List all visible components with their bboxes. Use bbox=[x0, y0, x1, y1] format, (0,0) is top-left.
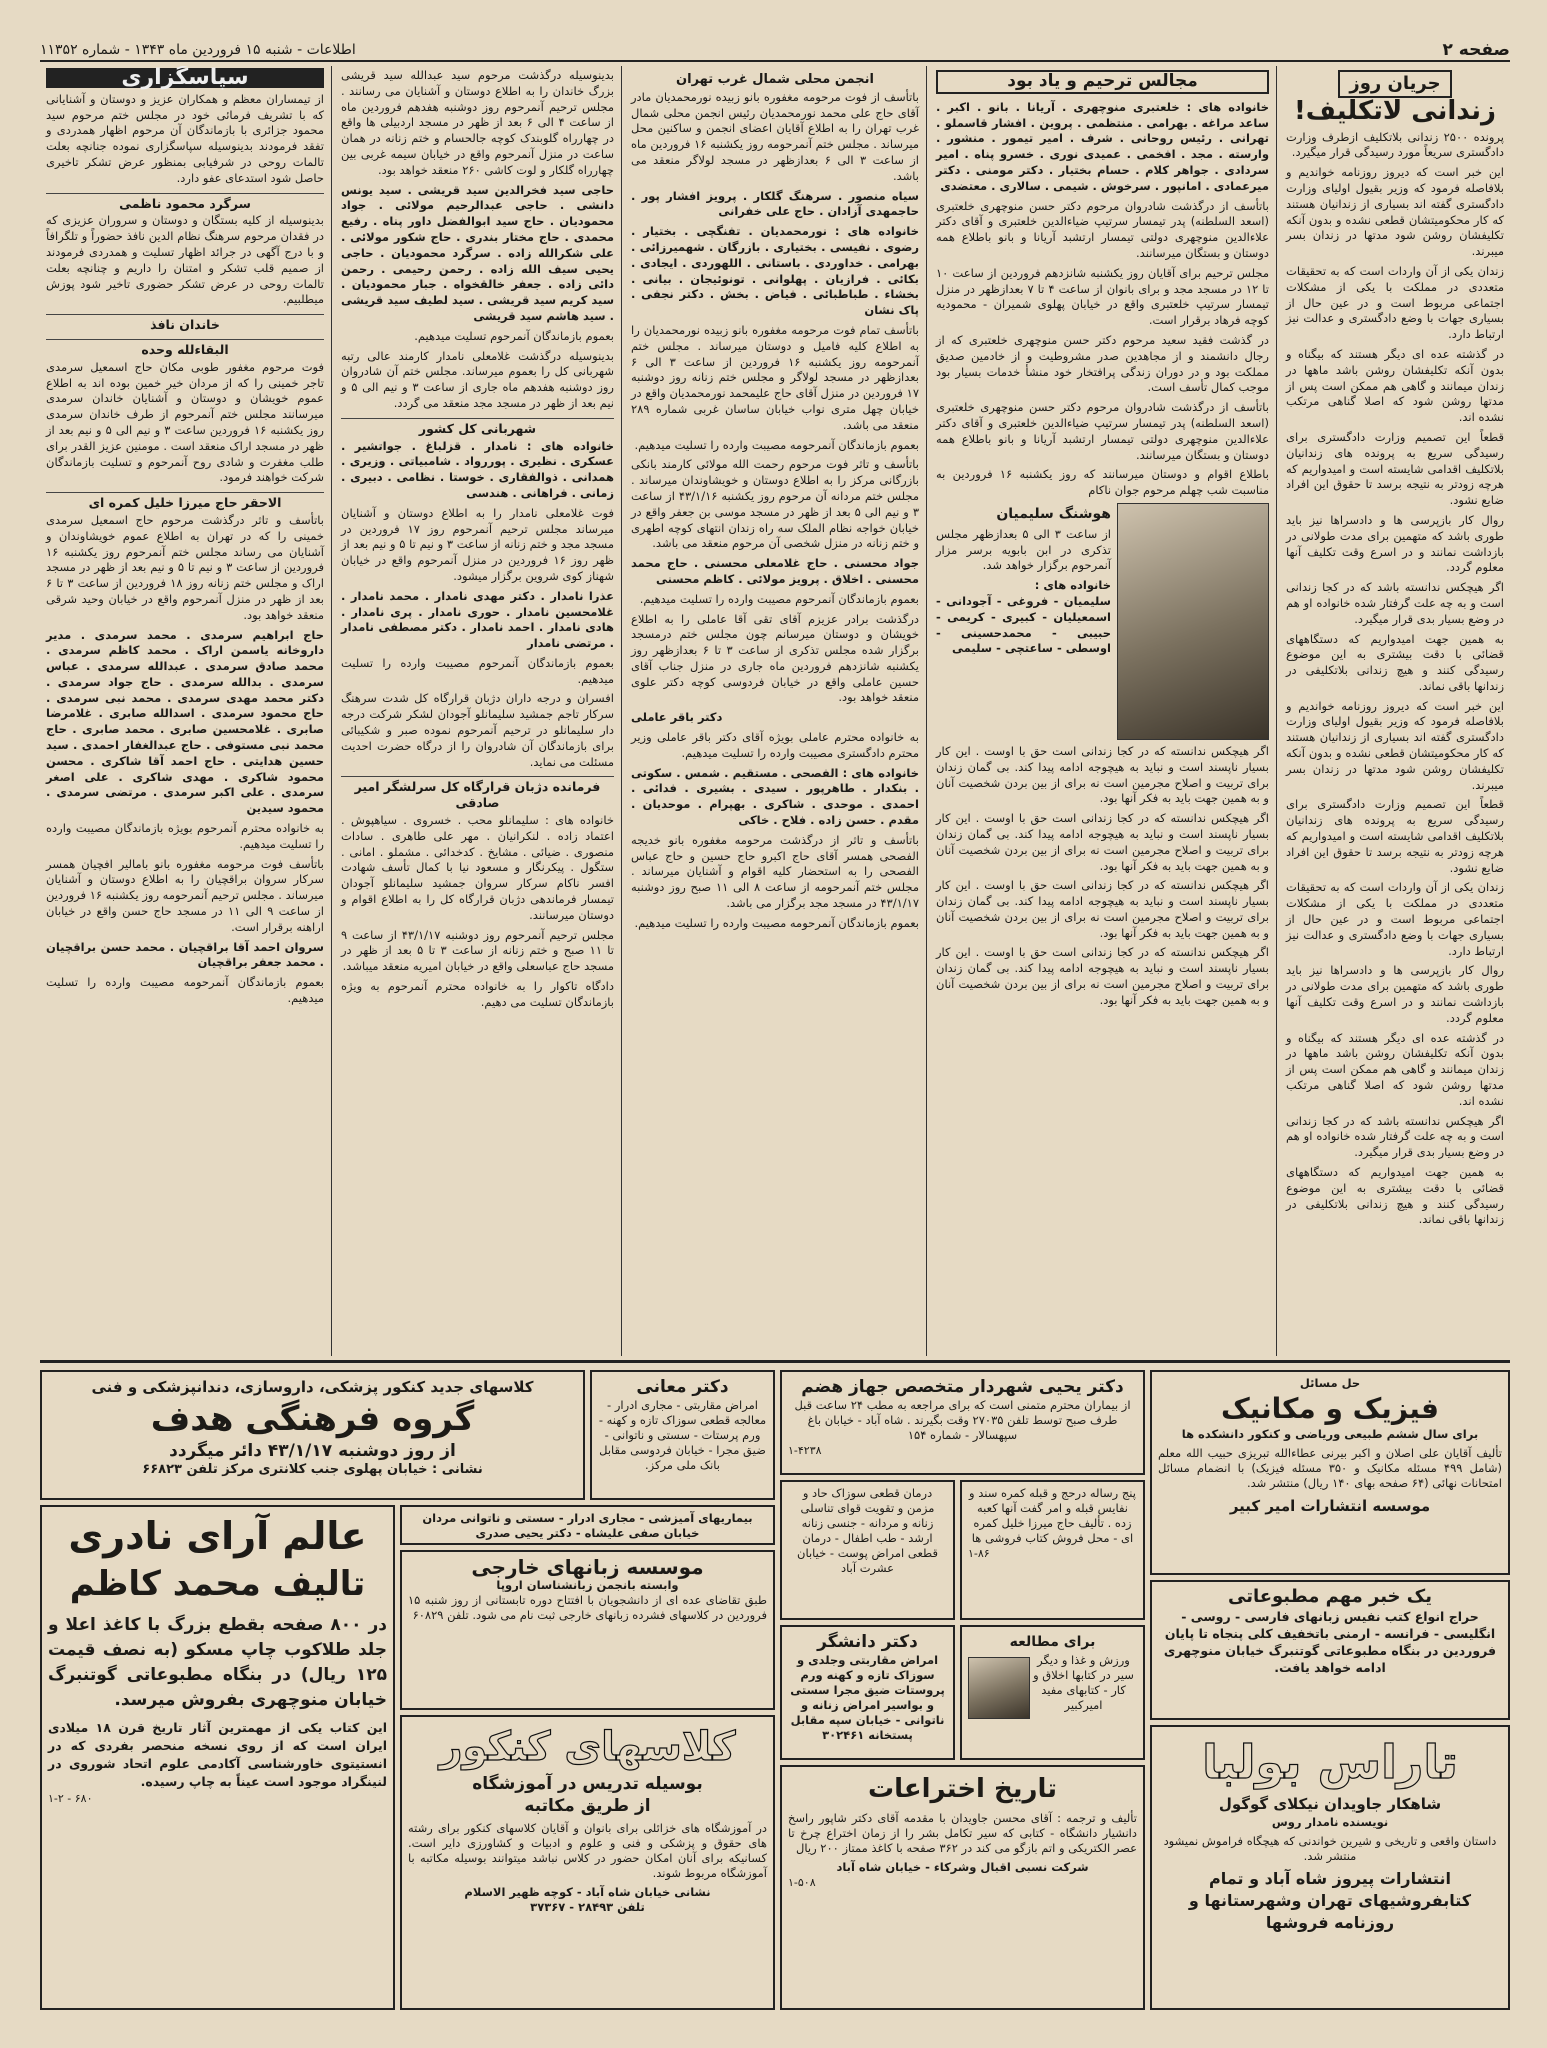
notice: دادگاه تاکوار را به خانواده محترم آنمرحوم به ویژه بازماندگان تسلیت می دهیم. bbox=[341, 979, 614, 1009]
ad-physics-title: فیزیک و مکانیک bbox=[1220, 1392, 1439, 1425]
jaryan-label: جریان روز bbox=[1338, 70, 1452, 98]
notice-names: عذرا نامدار . دکتر مهدی نامدار . محمد نامدار . غلامحسین نامدار . حوری نامدار . پری نامدار . هادی نامدار . احمد نامدار . دکتر مصطفی نامدار . مرتضی نامدار bbox=[341, 588, 614, 651]
ad-maani-title: دکتر معانی bbox=[636, 1377, 729, 1397]
notice-sign: سرگرد محمود ناظمی bbox=[46, 193, 324, 212]
portrait-text: از ساعت ۳ الی ۵ بعدازظهر مجلس تذکری در ابن بابویه برسر مزار آنمرحوم برگزار خواهد شد. bbox=[936, 526, 1111, 573]
ad-daneshgar-body: امراض مقاربتی وجلدی و سوزاک تازه و کهنه ورم پروستات ضیق مجرا سستی و بواسیر امراض زنانه و ناتوانی - خیابان سپه مقابل پستخانه ۳۰۲۴۶۱ bbox=[790, 1653, 945, 1742]
masthead-text: اطلاعات - شنبه ۱۵ فروردین ماه ۱۳۴۳ - شماره ۱۱۳۵۲ bbox=[40, 42, 356, 58]
ad-news bbox=[1150, 1580, 1510, 1720]
ad-konkur-addr: نشانی خیابان شاه آباد - کوچه ظهیر الاسلام bbox=[464, 1885, 711, 1899]
jaryan-para: در گذشته عده ای دیگر هستند که بیگناه و بدون آنکه تکلیفشان روشن باشد ماهها در زندان میمانند و گاهی هم ممکن است پس از مدتها روشن شود که اصلا گناهی مرتکب نشده اند. bbox=[1286, 1030, 1504, 1108]
ad-taras-bulba bbox=[1150, 1725, 1510, 2010]
ad-shahrdar bbox=[780, 1370, 1145, 1475]
notice: در گذشت فقید سعید مرحوم دکتر حسن منوچهری خلعتبری که از رجال دانشمند و از مجاهدین صدر مشروطیت و از خادمین صدیق مملکت بود و در دوران زندگی پرافتخار خود منشأ خدمات بسیار بود موجب کمال تأسف است. bbox=[936, 332, 1269, 395]
ad-konkur-body: در آموزشگاه های خزائلی برای بانوان و آقایان کلاسهای کنکور برای رشته های حقوق و پزشکی و فنی و علوم و ادبیات و کشاورزی دایر است. کسانیکه برای آنان امکان حضور در کلاس نباشد میتوانند بوسیله مکاتبه با آموزشگاه مربوط شوند. bbox=[408, 1821, 767, 1880]
jaryan-para: به همین جهت امیدواریم که دستگاههای قضائی با دقت بیشتری به این موضوع رسیدگی کنند و هیچ زندانی بلاتکلیفی در زندانها باقی نماند. bbox=[1286, 631, 1504, 693]
notice: افسران و درجه داران دژبان قرارگاه کل شدت سرهنگ سرکار تاجم جمشید سلیمانلو آجودان لشکر شرکت درجه دار سلیمانلو در ترحیم آنمرحوم نموده صبر و شکیبائی برای بازماندگان آن شادروان را از درگاه حضرت احدیت مسئلت می نماید. bbox=[341, 691, 614, 769]
notice: بعموم بازماندگان آنمرحومه مصیبت وارده را تسلیت میدهیم. bbox=[634, 437, 919, 452]
jaryan-para: قطعاً این تصمیم وزارت دادگستری برای رسیدگی سریع به پرونده های زندانیان بلاتکلیف اقدامی شایسته است و امیدواریم که هرچه زودتر به نتیجه برسد تا حقوق این افراد ضایع نشود. bbox=[1286, 797, 1504, 875]
notice-names: خانواده های : الفصحی . مستقیم . شمس . سکوتی . بنکدار . طاهرپور . سیدی . بشیری . فدائی . احمدی . موحدی . شاکری . بهپرام . موحدیان . مقدم . حسن زاده . فلاح . خاکی bbox=[631, 765, 919, 828]
notice: بعموم بازماندگان آنمرحوم مصیبت وارده را تسلیت میدهیم. bbox=[341, 655, 614, 686]
notice: باطلاع اقوام و دوستان میرسانند که روز یکشنبه ۱۶ فروردین به مناسبت شب چهلم مرحوم جوان ناکام bbox=[936, 467, 1269, 498]
anjoman-column bbox=[625, 66, 925, 1356]
ad-taras-pub: انتشارات پیروز شاه آباد و تمام کتابفروشیهای تهران وشهرستانها و روزنامه فروشها bbox=[1188, 1869, 1472, 1932]
majales-title: مجالس ترحیم و یاد بود bbox=[936, 70, 1269, 94]
notice: باتأسف از فوت مرحومه مغفوره بانو زبیده نورمحمدیان مادر آقای حاج علی محمد نورمحمدیان رئیس انجمن محلی شمال غرب تهران را به اطلاع آقایان اعضای انجمن و ساکنین محل میرساند . مجلس ختم آنمرحومه روز یکشنبه ۱۶ فروردین ماه از ساعت ۳ الی ۶ بعدازظهر در مسجد لولاگر منعقد می باشد. bbox=[631, 89, 919, 183]
ad-bimaran bbox=[400, 1505, 775, 1545]
ad-treatise-ref: ۱-۸۶ bbox=[968, 1547, 990, 1560]
notice: به خانواده محترم عاملی بویژه آقای دکتر باقر عاملی وزیر محترم دادگستری مصیبت وارده را تسلیت میدهیم. bbox=[631, 730, 919, 760]
notice: باتأسف تمام فوت مرحومه مغفوره بانو زبیده نورمحمدیان را به اطلاع کلیه فامیل و دوستان میرساند . مجلس ختم آنمرحومه روز یکشنبه ۱۶ فروردین از ساعت ۳ الی ۶ بعدازظهر در مسجد لولاگر و مجلس ختم زنانه روز دوشنبه ۱۷ فروردین در منزل آقای حاج علیمحمد نورمحمدیان واقع در خیابان چهل متری نواب خیابان ساسان غربی شماره ۲۸۹ منعقد می باشد. bbox=[631, 322, 919, 432]
ad-motalee-body: ورزش و غذا و دیگر سیر در کتابها اخلاق و کار - کتابهای مفید امیرکبیر bbox=[1033, 1653, 1134, 1712]
poem: اگر هیچکس ندانسته که در کجا زندانی است حق با اوست . این کار بسیار ناپسند است و نباید به هیچوجه ادامه پیدا کند. بی گمان زندان برای تربیت و اصلاح مجرمین است نه برای از بین بردن شخصیت آنان و به همین جهت باید به فکر آنها بود. bbox=[936, 945, 1269, 1007]
notice: بعموم بازماندگان آنمرحومه مصیبت وارده را تسلیت میدهیم. bbox=[46, 975, 324, 1006]
poem: اگر هیچکس ندانسته که در کجا زندانی است حق با اوست . این کار بسیار ناپسند است و نباید به هیچوجه ادامه پیدا کند. بی گمان زندان برای تربیت و اصلاح مجرمین است نه برای از بین بردن شخصیت آنان و به همین جهت باید به فکر آنها بود. bbox=[936, 811, 1269, 873]
ad-konkur-tel: تلفن ۲۸۴۹۳ - ۳۷۳۶۷ bbox=[530, 1900, 645, 1914]
ad-alam-arai bbox=[40, 1505, 395, 2010]
jaryan-column bbox=[1280, 66, 1510, 1356]
ad-news-body: حراج انواع کتب نفیس زبانهای فارسی - روسی - انگلیسی - فرانسه - ارمنی باتخفیف کلی پنجاه تا پایان فروردین در بنگاه مطبوعاتی گوتنبرگ خیابان منوچهری ادامه خواهد یافت. bbox=[1163, 1609, 1497, 1675]
ad-bimaran-body: بیماریهای آمیزشی - مجاری ادرار - سستی و ناتوانی مردان خیابان صفی علیشاه - دکتر یحیی صدری bbox=[422, 1511, 753, 1540]
notice: بدینوسیله از کلیه بستگان و دوستان و سروران عزیزی که در فقدان مرحوم سرهنگ نظام الدین نافذ حضوراً و تلگرافاً و با درج آگهی در جرائد اظهار تسلیت و همدردی فرمودند از صمیم قلب تشکر و امتنان را داریم و چنانچه بعلت تالمات روحی در عرض تشکر حضوری تاخیر شود پوزش میطلبیم. bbox=[46, 213, 324, 307]
notice: مجلس ترحیم آنمرحوم روز دوشنبه ۴۳/۱/۱۷ از ساعت ۹ تا ۱۱ صبح و ختم زنانه از ساعت ۳ تا ۵ بعد از ظهر در مسجد حاج عباسعلی واقع در خیابان امیریه منعقد میباشد. bbox=[341, 927, 614, 974]
ad-physics bbox=[1150, 1370, 1510, 1575]
jaryan-para: زندان یکی از آن واردات است که به تحقیقات متعددی در مملکت با یکی از مشکلات اجتماعی مربوط است و در عین حال از بسیاری جهات با وضع دادگستری و عدالت نیز ارتباط دارد. bbox=[1286, 880, 1504, 958]
ad-hadaf-title: گروه فرهنگی هدف bbox=[150, 1399, 475, 1439]
portrait-name: هوشنگ سلیمیان bbox=[996, 505, 1111, 522]
families-list: سلیمیان - فروغی - آجودانی - اسمعیلیان - کبیری - کریمی - حبیبی - محمدحسینی - اوسطی - ساعتچی - سلیمی bbox=[936, 593, 1111, 656]
ad-treatise bbox=[960, 1480, 1145, 1620]
page-number: صفحه ۲ bbox=[1442, 40, 1510, 60]
sepas-column bbox=[40, 66, 330, 1356]
poem: اگر هیچکس ندانسته که در کجا زندانی است حق با اوست . این کار بسیار ناپسند است و نباید به هیچوجه ادامه پیدا کند. بی گمان زندان برای تربیت و اصلاح مجرمین است نه برای از بین بردن شخصیت آنان و به همین جهت باید به فکر آنها بود. bbox=[936, 743, 1269, 806]
ad-taras-body: داستان واقعی و تاریخی و شیرین خواندنی که هیچگاه فراموش نمیشود منتشر شد. bbox=[1163, 1834, 1497, 1863]
notice-names: خانواده های : نورمحمدیان . تفنگچی . بختیار . رضوی . نفیسی . بختیاری . بازرگان . شهمیرزائی . بهرامی . خداوردی . باستانی . اللهوردی . ایجادی . بکائی . فرازیان . پهلوانی . تونوئیجان . بیانی . بخشاء . طباطبائی . فیاض . بخش . دکتر نجفی . پاک نشان bbox=[631, 224, 919, 318]
majales-column bbox=[930, 66, 1275, 1356]
jaryan-para: اگر هیچکس ندانسته باشد که در کجا زندانی است و به چه علت گرفتار شده خانواده او هم در وضع بسیار بدی قرار میگیرد. bbox=[1286, 580, 1504, 626]
ad-physics-top: حل مسائل bbox=[1299, 1376, 1361, 1390]
ad-motalee bbox=[960, 1625, 1145, 1760]
notice-names: حاجی سید فخرالدین سید قریشی . سید یونس دانشی . حاجی عبدالرحیم مولائی . جواد محمودیان . حاج سید ابوالفضل داور پناه . رفیع محمدی . حاج مختار بندری . حاج شکور مولائی . علی شکرالله زاده . سرگرد محمودیان . حاجی یحیی سیف الله زاده . رحمن رحیمی . رحمن دائی زاده . جعفر خالقخواه . جبار محمودیان . سید کریم سید قریشی . سید لطیف سید قریشی . سید هاشم سید قریشی bbox=[341, 182, 614, 323]
notice: بعموم بازماندگان آنمرحوم تسلیت میدهیم. bbox=[414, 328, 614, 343]
notice-names: حاج ابراهیم سرمدی . محمد سرمدی . مدیر داروخانه یاسمن اراک . محمد کاظم سرمدی . محمد صادق سرمدی . عبدالله سرمدی . عباس سرمدی . بدالله سرمدی . حاج جواد سرمدی . دکتر محمد مهدی سرمدی . محمد نبی سرمدی . حاج محمود سرمدی . اسدالله صابری . غلامرضا صابری . غلامحسین صابری . محمد صابری . حاج محمد نبی مستوفی . حاج عبدالغفار احمدی . سید حسین هدایتی . حاج احمد آقا شاکری . محسن محمود شاکری . مهدی شاکری . علی اصغر سرمدی . علی اکبر سرمدی . مرتضی سرمدی . محمود سیدین bbox=[46, 627, 324, 816]
ad-physics-line: برای سال ششم طبیعی وریاضی و کنکور دانشکده ها bbox=[1181, 1427, 1479, 1441]
ad-alam-ref: ۱-۲ - ۶۸۰ bbox=[48, 1792, 93, 1805]
jaryan-para: به همین جهت امیدواریم که دستگاههای قضائی با دقت بیشتری به این موضوع رسیدگی کنند و هیچ زندانی بلاتکلیفی در زندانها باقی نماند. bbox=[1286, 1165, 1504, 1227]
book-cover-image bbox=[968, 1657, 1030, 1719]
notice-sign: شهربانی کل کشور bbox=[341, 418, 614, 437]
jaryan-para: روال کار بازپرسی ها و دادسراها نیز باید طوری باشد که متهمین برای مدت طولانی در بازداشت نمانند و در اسرع وقت تکلیف آنها معلوم گردد. bbox=[1286, 963, 1504, 1025]
jaryan-para: اگر هیچکس ندانسته باشد که در کجا زندانی است و به چه علت گرفتار شده خانواده او هم در وضع بسیار بدی قرار میگیرد. bbox=[1286, 1113, 1504, 1160]
ad-languages bbox=[400, 1550, 775, 1710]
ad-languages-body: طبق تقاضای عده ای از دانشجویان با افتتاح دوره تابستانی از روز شنبه ۱۵ فروردین در کلاسهای فشرده زبانهای خارجی ثبت نام می شود. تلفن ۶۰۸۲۹ bbox=[408, 1593, 767, 1622]
ad-shahrdar-title: دکتر یحیی شهردار متخصص جهاز هضم bbox=[801, 1377, 1124, 1397]
jaryan-para: زندان یکی از آن واردات است که به تحقیقات متعددی در مملکت با یکی از مشکلات اجتماعی مربوط است و در عین حال از بسیاری جهات با وضع دادگستری و عدالت نیز ارتباط دارد. bbox=[1286, 263, 1504, 342]
ad-konkur-title: کلاسهای کنکور bbox=[439, 1724, 736, 1770]
ad-ekhteraat-pub: شرکت نسبی اقبال وشرکاء - خیابان شاه آباد bbox=[836, 1860, 1089, 1874]
notice-heading: البقاءلله وحده bbox=[46, 339, 324, 358]
ad-ekhteraat bbox=[780, 1765, 1145, 2010]
notice: بدینوسیله درگذشت مرحوم سید عبدالله سید قریشی بزرگ خاندان را به اطلاع دوستان و آشنایان می رسانند . مجلس ترحیم آنمرحوم روز دوشنبه هفدهم فروردین ماه از ساعت ۴ الی ۶ بعد از ظهر در مسجد اردبیلی ها واقع در چهارراه گلوبندک کوچه جالحسام و ختم زنانه در همان ساعت در منزل آنمرحوم واقع در خیابان سیمه غربی بین چهارراه گلکار و لوت کاشی ۲۶۰ منعقد خواهد بود. bbox=[341, 68, 614, 177]
notice: بعموم بازماندگان آنمرحومه مصیبت وارده را تسلیت میدهیم. bbox=[634, 915, 919, 930]
ad-clinic-body: درمان قطعی سوزاک حاد و مزمن و تقویت قوای تناسلی زنانه و مردانه - جنسی زنانه ارشد - طب اطفال - درمان قطعی امراض پوست - خیابان عشرت آباد bbox=[797, 1486, 938, 1575]
notice: فوت مرحوم مغفور طوبی مکان حاج اسمعیل سرمدی تاجر خمینی را که از مردان خیر خمین بوده اند به اطلاع عموم خویشان و دوستان و آشنایان خاندان سرمدی میرسانند مجلس ختم آنمرحوم از طرف خاندان سرمدی روز یکشنبه ۱۶ فروردین ساعت ۳ و نیم الی ۵ و نیم بعد از ظهر در مسجد اراک منعقد است . مومنین عزیز القدر برای طلب مغفرت و شادی روح آنمرحوم و تسلیت بازماندگان شرکت خواهند فرمود. bbox=[46, 359, 324, 485]
notice: باتأسف و تاثر از درگذشت مرحومه مغفوره بانو خدیجه الفصحی همسر آقای حاج اکبرو حاج حسین و حاج عباس الفصحی را به استحضار کلیه اقوام و آشنایان میرساند . مجلس ختم آنمرحومه از ساعت ۸ الی ۱۱ صبح روز دوشنبه ۴۳/۱/۱۷ در مسجد مجد برگزار می باشد. bbox=[631, 832, 919, 911]
ad-hadaf-addr: نشانی : خیابان پهلوی جنب کلانتری مرکز تلفن ۶۶۸۲۳ bbox=[142, 1462, 483, 1477]
poem: اگر هیچکس ندانسته که در کجا زندانی است حق با اوست . این کار بسیار ناپسند است و نباید به هیچوجه ادامه پیدا کند. بی گمان زندان برای تربیت و اصلاح مجرمین است نه برای از بین بردن شخصیت آنان و به همین جهت باید به فکر آنها بود. bbox=[936, 878, 1269, 940]
ad-konkur bbox=[400, 1715, 775, 2010]
notice: باتأسف از درگذشت شادروان مرحوم دکتر حسن منوچهری خلعتبری (اسعد السلطنه) پدر تیمسار سرتیپ ضیاءالدین خلعتبری و آقای دکتر علاءالدین منوچهری دولتی تیمسار ارتشبد آریانا و بانو باطلاع همه دوستان و بستگان میرسانند. bbox=[936, 400, 1269, 462]
ad-taras-title: تاراس بولبا bbox=[1202, 1735, 1458, 1789]
ad-maani bbox=[590, 1370, 775, 1500]
ad-hadaf-top: کلاسهای جدید کنکور پزشکی، داروسازی، دندانپزشکی و فنی bbox=[91, 1378, 534, 1396]
ad-physics-pub: موسسه انتشارات امیر کبیر bbox=[1229, 1497, 1431, 1515]
notice: از تیمساران معظم و همکاران عزیز و دوستان و آشنایانی که با تشریف فرمائی خود در مجلس ختم مرحوم سید محمود جزائری با بازماندگان آن مرحوم اظهار همدردی و تفقد فرمودند بدینوسیله سپاسگزاری نموده جنانچه بعلت تالمات روحی در شرفیابی بمنظور عرض تشکر تاخیری حاصل شود استدعای عفو دارد. bbox=[46, 91, 324, 185]
ad-ekhteraat-body: تألیف و ترجمه : آقای محسن جاویدان با مقدمه آقای دکتر شاپور راسخ دانشیار دانشگاه - کتابی که سیر تکامل بشر را از زمان اختراع چرخ تا عصر الکتریکی و اتم بازگو می کند در ۳۶۲ صفحه با کاغذ ممتاز ۲۰۰ ریال bbox=[788, 1811, 1137, 1855]
notice-sign: دکتر باقر عاملی bbox=[631, 710, 723, 725]
ad-languages-sub: وابسته بانجمن زبانشناسان اروپا bbox=[496, 1578, 679, 1592]
jaryan-para: روال کار بازپرسی ها و دادسراها نیز باید طوری باشد که متهمین برای مدت طولانی در بازداشت نمانند و در اسرع وقت تکلیف آنها معلوم گردد. bbox=[1286, 512, 1504, 575]
ad-languages-title: موسسه زبانهای خارجی bbox=[471, 1555, 704, 1579]
notice-sign: فرمانده دژبان قرارگاه کل سرلشگر امیر صادقی bbox=[341, 776, 614, 811]
notice: به خانواده محترم آنمرحوم بویژه بازماندگان مصیبت وارده را تسلیت میدهیم. bbox=[46, 821, 324, 851]
jaryan-para: پرونده ۲۵۰۰ زندانی بلاتکلیف ازطرف وزارت دادگستری سریعاً مورد رسیدگی قرار میگیرد. bbox=[1286, 129, 1504, 160]
sepas-banner: سپاسگزاری bbox=[46, 68, 324, 88]
ad-daneshgar bbox=[780, 1625, 955, 1760]
notice: فوت غلامعلی نامدار را به اطلاع دوستان و آشنایان میرساند مجلس ترحیم آنمرحوم روز ۱۷ فروردین در مسجد مجد و ختم زنانه از ساعت ۳ و نیم تا ۵ و نیم بعد از ظهر روز ۱۶ فروردین در منزل آنمرحوم واقع در خیابان شهناز کوی شروین برگزار میشود. bbox=[341, 505, 615, 583]
notice-sign: الاحقر حاج میرزا خلیل کمره ای bbox=[46, 492, 324, 511]
ad-konkur-sub2: از طریق مکاتبه bbox=[524, 1796, 651, 1816]
ad-physics-body: تألیف آقایان علی اصلان و اکبر بیرنی عطاءالله تبریزی حبیب الله معلم (شامل ۴۹۹ مسئله مکانیک و ۳۵۰ مسئله فیزیک) با انضمام مسائل امتحانات نهائی (۶۴ صفحه بهای ۱۴۰ ریال) منتشر شد. bbox=[1158, 1446, 1502, 1490]
ad-alam-title2: تالیف محمد کاظم bbox=[69, 1564, 366, 1604]
notice: مجلس ترحیم برای آقایان روز یکشنبه شانزدهم فروردین از ساعت ۱۰ تا ۱۲ در مسجد مجد و برای بانوان از ساعت ۴ تا ۷ بعدازظهر در منزل تیمسار سرتیپ خلعتبری واقع در خیابان پهلوی شمیران - محمودیه کوچه فرهاد برقرار است. bbox=[936, 265, 1269, 328]
ad-hadaf bbox=[40, 1370, 585, 1500]
ad-alam-title1: عالم آرای نادری bbox=[68, 1514, 367, 1558]
portrait-photo bbox=[1117, 503, 1269, 740]
ad-shahrdar-ref: ۱-۴۲۳۸ bbox=[788, 1444, 822, 1457]
ad-clinic bbox=[780, 1480, 955, 1620]
notice: باتأسف فوت مرحومه مغفوره بانو بامالیر افچیان همسر سرکار سروان براقچیان را به اطلاع دوستان و آشنایان میرساند . مجلس ترحیم آنمرحومه روز یکشنبه ۱۶ فروردین از ساعت ۹ الی ۱۱ در مسجد حاج حسن واقع در خیابان اراهنه برقرار است. bbox=[46, 856, 324, 934]
notice: خانواده های : خلعتبری منوچهری . آریانا . بانو . اکبر . ساعد مراغه . بهرامی . منتظمی . پروین . افشار قاسملو . تهرانی . رئیس روحانی . شرف . امیر تیمور . منشور . وارسته . مجد . افخمی . عمیدی نوری . خسرو پناه . امیر سردادی . جواهر کلام . حسام بختیار . دکتر مومنی . دکتر میرعمادی . امانپور . سرخوش . شیمی . سالاری . معتضدی bbox=[936, 99, 1269, 193]
notice-sign: خاندان نافذ bbox=[46, 314, 324, 333]
ad-news-title: یک خبر مهم مطبوعاتی bbox=[1228, 1586, 1432, 1607]
ad-daneshgar-title: دکتر دانشگر bbox=[817, 1632, 918, 1652]
ad-ekhteraat-ref: ۱-۵۰۸ bbox=[788, 1876, 816, 1889]
col3-column bbox=[335, 66, 620, 1356]
notice: بدینوسیله درگذشت غلامعلی نامدار کارمند عالی رتبه شهربانی کل را بعموم میرساند. مجلس ختم آن شادروان روز دوشنبه هفدهم ماه جاری از ساعت ۳ و نیم الی ۵ و نیم بعد از ظهر در مسجد مجد منعقد می گردد. bbox=[341, 348, 614, 410]
notice: بعموم بازماندگان آنمرحوم مصیبت وارده را تسلیت میدهیم. bbox=[639, 591, 919, 606]
notice: خانواده های : سلیمانلو محب . خسروی . سیاهپوش . اعتماد زاده . لنکرانیان . مهر علی طاهری . سادات منصوری . ضیائی . مشایخ . کدخدائی . مشملو . امانی . ستگول . پیکرنگار و مسعود نیا با کمال تأسف شهادت افسر ناکام سرکار سروان جمشید سلیمانلو آجودان تیمسار فرماندهی دژبان قرارگاه کل را به اطلاع اقوام و دوستان میرسانند. bbox=[341, 813, 614, 922]
anjoman-title: انجمن محلی شمال غرب تهران bbox=[676, 72, 874, 87]
jaryan-title: زندانی لاتکلیف! bbox=[1293, 95, 1497, 126]
masthead-strip bbox=[40, 40, 1510, 62]
notice: باتأسف از درگذشت شادروان مرحوم دکتر حسن منوچهری خلعتبری (اسعد السلطنه) پدر تیمسار سرتیپ ضیاءالدین خلعتبری و آقای دکتر علاءالدین منوچهری دولتی تیمسار ارتشبد آریانا و بانو باطلاع همه دوستان و بستگان میرسانند. bbox=[936, 198, 1269, 260]
jaryan-para: قطعاً این تصمیم وزارت دادگستری برای رسیدگی سریع به پرونده های زندانیان بلاتکلیف اقدامی شایسته است و امیدواریم که هرچه زودتر به نتیجه برسد تا حقوق این افراد ضایع نشود. bbox=[1286, 429, 1504, 508]
ad-alam-body2: این کتاب یکی از مهمترین آثار تاریخ قرن ۱۸ میلادی ایران است که از روی نسخه منحصر بفردی که در انستیتوی خاورشناسی آکادمی علوم اتحاد شوروی در لنینگراد موجود است عیناً به چاپ رسیده. bbox=[48, 1720, 387, 1789]
jaryan-para: در گذشته عده ای دیگر هستند که بیگناه و بدون آنکه تکلیفشان روشن باشد ماهها در زندان میمانند و گاهی هم ممکن است پس از مدتها روشن شود که اصلا گناهی مرتکب نشده اند. bbox=[1286, 346, 1504, 425]
notice-names: جواد محسنی . حاج غلامعلی محسنی . حاج محمد محسنی . اخلاق . پرویز مولائی . کاظم محسنی bbox=[631, 556, 919, 586]
jaryan-para: این خبر است که دیروز روزنامه خواندیم و بلافاصله فرمود که وزیر بقیول اولیای وزارت دادگستری گفته اند بسیاری از زندانیان هستند که کار محکومیتشان قطعی نشده و بدون آنکه تکلیفشان روشن شود مدتها در زندان بسر میبرند. bbox=[1286, 165, 1504, 259]
notice: درگذشت برادر عزیزم آقای تقی آقا عاملی را به اطلاع خویشان و دوستان میرسانم چون مجلس ختم درمسجد برگزار شده مجلس تذکری از ساعت ۳ تا ۶ بعدازظهر روز یکشنبه شانزدهم فروردین ماه جاری در منزل جناب آقای حسین عاملی واقع در خیابان فردوسی کوچه دکتر علوی منعقد خواهد بود. bbox=[631, 611, 920, 705]
ad-taras-line2: نویسنده نامدار روس bbox=[1271, 1815, 1389, 1829]
notice: باتأسف و تاثر درگذشت مرحوم حاج اسمعیل سرمدی خمینی را که در تهران به اطلاع عموم خویشاوندان و آشنایان می رساند مجلس ختم آنمرحوم روز یکشنبه ۱۶ فروردین از ساعت ۳ و نیم تا ۵ و نیم بعد از ظهر در مسجد اراک و مجلس ختم زنانه روز ۱۸ فروردین از ساعت ۳ تا ۶ بعد از ظهر در منزل آنمرحوم واقع در خیابان وحید شرقی منعقد خواهد بود. bbox=[46, 512, 324, 622]
ad-ekhteraat-title: تاریخ اختراعات bbox=[867, 1774, 1058, 1804]
ad-konkur-sub1: بوسیله تدریس در آموزشگاه bbox=[472, 1774, 703, 1794]
ad-treatise-body: پنج رساله درحج و قبله کمره سند و نفایس قبله و امر گفت آنها کعبه زده . تألیف حاج میرزا خلیل کمره ای - محل فروش کتاب فروشی ها bbox=[969, 1486, 1136, 1545]
ad-maani-body: امراض مقاربتی - مجاری ادرار - معالجه قطعی سوزاک تازه و کهنه - ورم پرستات - سستی و ناتوانی - ضیق مجرا - خیابان فردوسی مقابل بانک ملی مرکز. bbox=[598, 1398, 767, 1472]
jaryan-para: این خبر است که دیروز روزنامه خواندیم و بلافاصله فرمود که وزیر بقیول اولیای وزارت دادگستری گفته اند بسیاری از زندانیان هستند که کار محکومیتشان قطعی نشده و بدون آنکه تکلیفشان روشن شود مدتها در زندان بسر میبرند. bbox=[1286, 698, 1504, 792]
notice: باتأسف و تاثر فوت مرحوم رحمت الله مولائی کارمند بانکی بازرگانی مرکز را به اطلاع دوستان و خویشاوندان میرساند . مجلس ختم مردانه آن مرحوم روز یکشنبه ۴۳/۱/۱۶ از ساعت ۳ و نیم الی ۵ بعد از ظهر در مسجد موسی بن جعفر واقع در خیابان خواجه نظام الملک سه راه زندان انتهای کوچه اطهری و ختم زنانه در منزل شخصی آن مرحوم منعقد می باشد. bbox=[631, 457, 919, 551]
notice-names: سیاه منصور . سرهنگ گلکار . پرویز افشار پور . حاجمهدی آزادان . حاج علی خفرانی bbox=[631, 188, 919, 219]
ad-taras-line1: شاهکار جاویدان نیکلای گوگول bbox=[1218, 1795, 1442, 1813]
notice-names: سروان احمد آقا براقچیان . محمد حسن براقچیان . محمد جعفر براقچیان bbox=[46, 939, 324, 970]
families-label: خانواده های : bbox=[1034, 578, 1111, 593]
notice-names: خانواده های : نامدار . قزلباغ . جواتشیر . عسکری . نظیری . پوررواد . شامبیاتی . وزیری . همدانی . ذوالفقاری . خوستا . نظامی . دبیری . زمانی . فراهانی . هندسی bbox=[341, 438, 614, 500]
ad-motalee-title: برای مطالعه bbox=[1009, 1634, 1096, 1650]
ad-hadaf-date: از روز دوشنبه ۴۳/۱/۱۷ دائر میگردد bbox=[169, 1441, 456, 1461]
ad-shahrdar-body: از بیماران محترم متمنی است که برای مراجعه به مطب ۲۴ ساعت قبل طرف صبح توسط تلفن ۲۷۰۳۵ وقت بگیرند . شاه آباد - خیابان باغ سپهسالار - شماره ۱۵۴ bbox=[794, 1398, 1131, 1442]
ad-alam-body1: در ۸۰۰ صفحه بقطع بزرگ با کاغذ اعلا و جلد طلاکوب چاپ مسکو (به نصف قیمت ۱۲۵ ریال) در بنگاه مطبوعاتی گوتنبرگ خیابان منوچهری بفروش میرسد. bbox=[48, 1615, 387, 1710]
